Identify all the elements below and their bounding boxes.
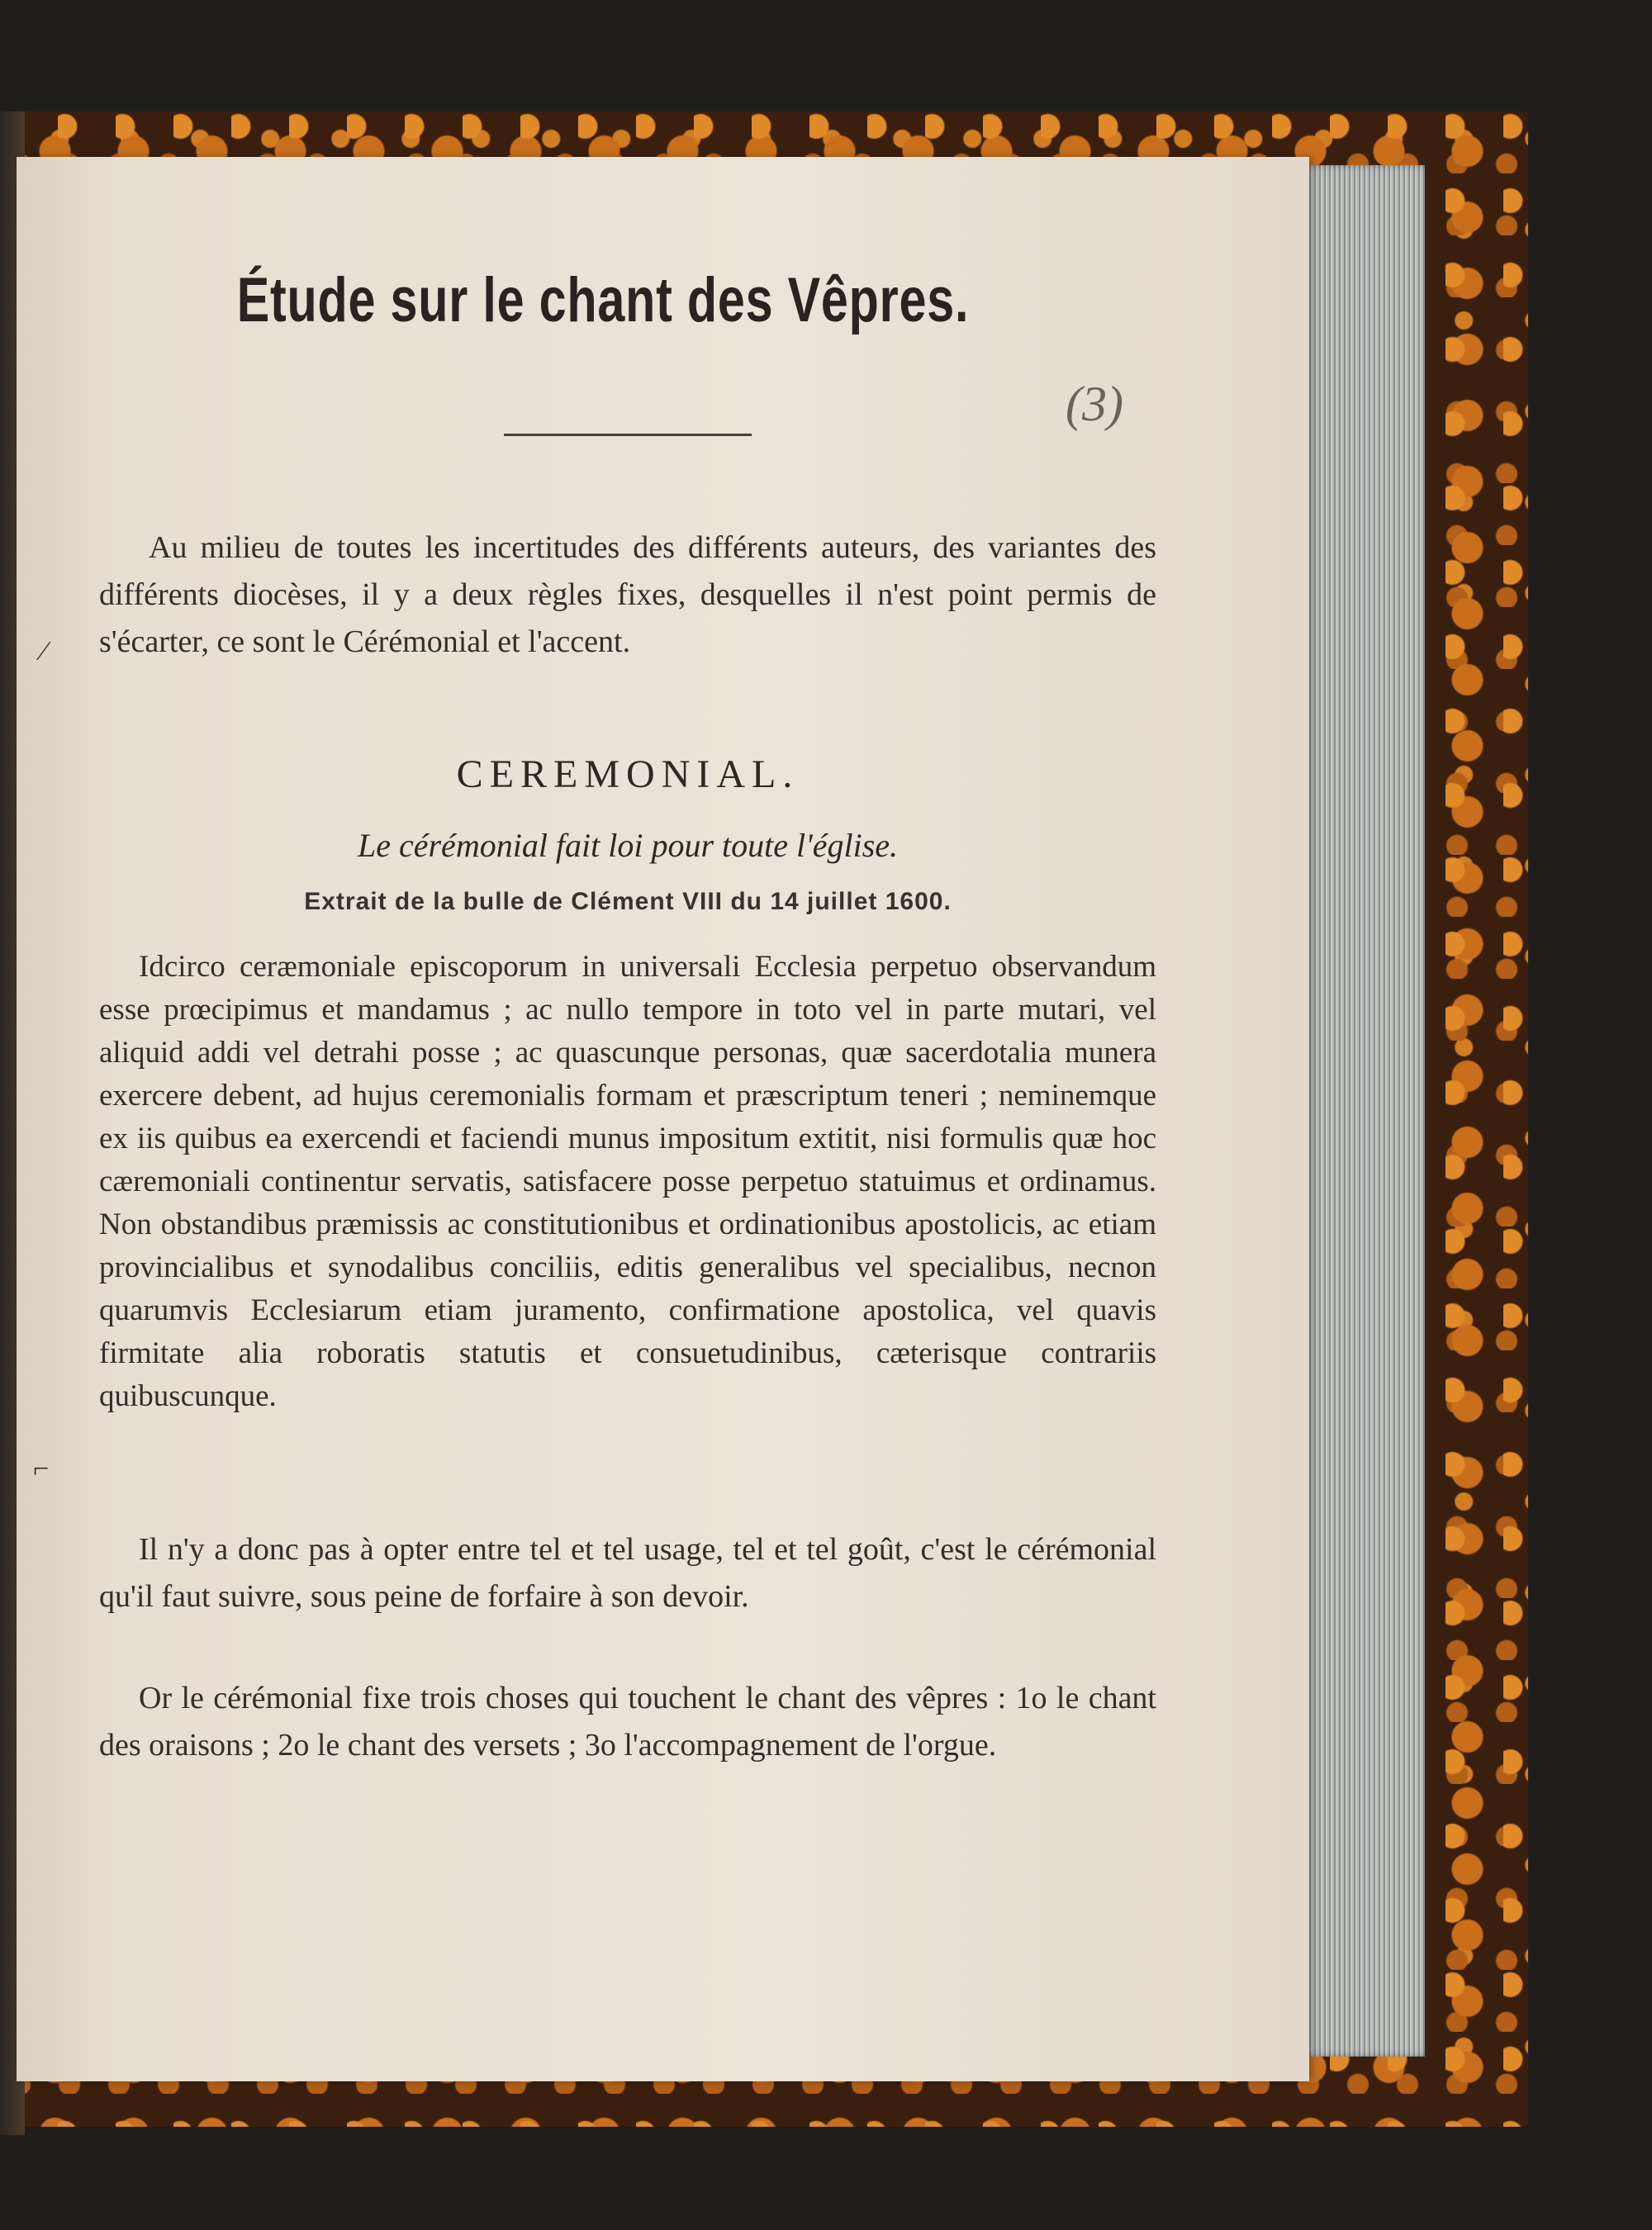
- paragraph-4: Or le cérémonial fixe trois choses qui touchent le chant des vêpres : 1o le chant des oraisons ; 2o le chant des versets ; 3o l'accompagnement de l'orgue.: [99, 1681, 1156, 1763]
- section-extract: Extrait de la bulle de Clément VIII du 14 juillet 1600.: [304, 888, 952, 915]
- margin-pencil-mark: ⁄: [41, 636, 46, 667]
- page-title: Étude sur le chant des Vêpres.: [236, 265, 970, 335]
- paragraph-3: Il n'y a donc pas à opter entre tel et tel usage, tel et tel goût, c'est le cérémonial qu'il faut suivre, sous peine de forfaire à son devoir.: [99, 1532, 1156, 1614]
- section-heading: CEREMONIAL.: [456, 752, 800, 796]
- latin-paragraph: Idcirco ceræmoniale episcoporum in universali Ecclesia perpetuo observandum esse prœcipimus et mandamus ; ac nullo tempore in toto vel in parte mutari, vel aliquid addi vel detrahi posse ; ac quascunque personas, quæ sacerdotalia munera exercere debent, ad hujus ceremonialis formam et præscriptum teneri ; neminemque ex iis quibus ea exercendi et faciendi munus impositum extitit, nisi formulis quæ hoc cæremoniali continentur servatis, satisfacere posse perpetuo statuimus et ordinamus. Non obstandibus præmissis ac constitutionibus et ordinationibus apostolicis, ac etiam provincialibus et synodalibus conciliis, editis generalibus vel specialibus, necnon quarumvis Ecclesiarum etiam juramento, confirmatione apostolica, vel quavis firmitate alia roboratis statutis et consuetudinibus, cæterisque contrariis quibuscunque.: [99, 950, 1156, 1413]
- section-subtitle: Le cérémonial fait loi pour toute l'église.: [357, 827, 899, 864]
- book-page: [17, 157, 1309, 2081]
- intro-paragraph: Au milieu de toutes les incertitudes des différents auteurs, des variantes des différents diocèses, il y a deux règles fixes, desquelles il n'est point permis de s'écarter, ce sont le Cérémonial et l'accent.: [99, 530, 1156, 659]
- margin-pencil-mark-2: ⌐: [33, 1454, 50, 1484]
- page-edges: [1293, 165, 1425, 2057]
- title-divider: [504, 434, 752, 436]
- page-number-note: (3): [1066, 377, 1123, 431]
